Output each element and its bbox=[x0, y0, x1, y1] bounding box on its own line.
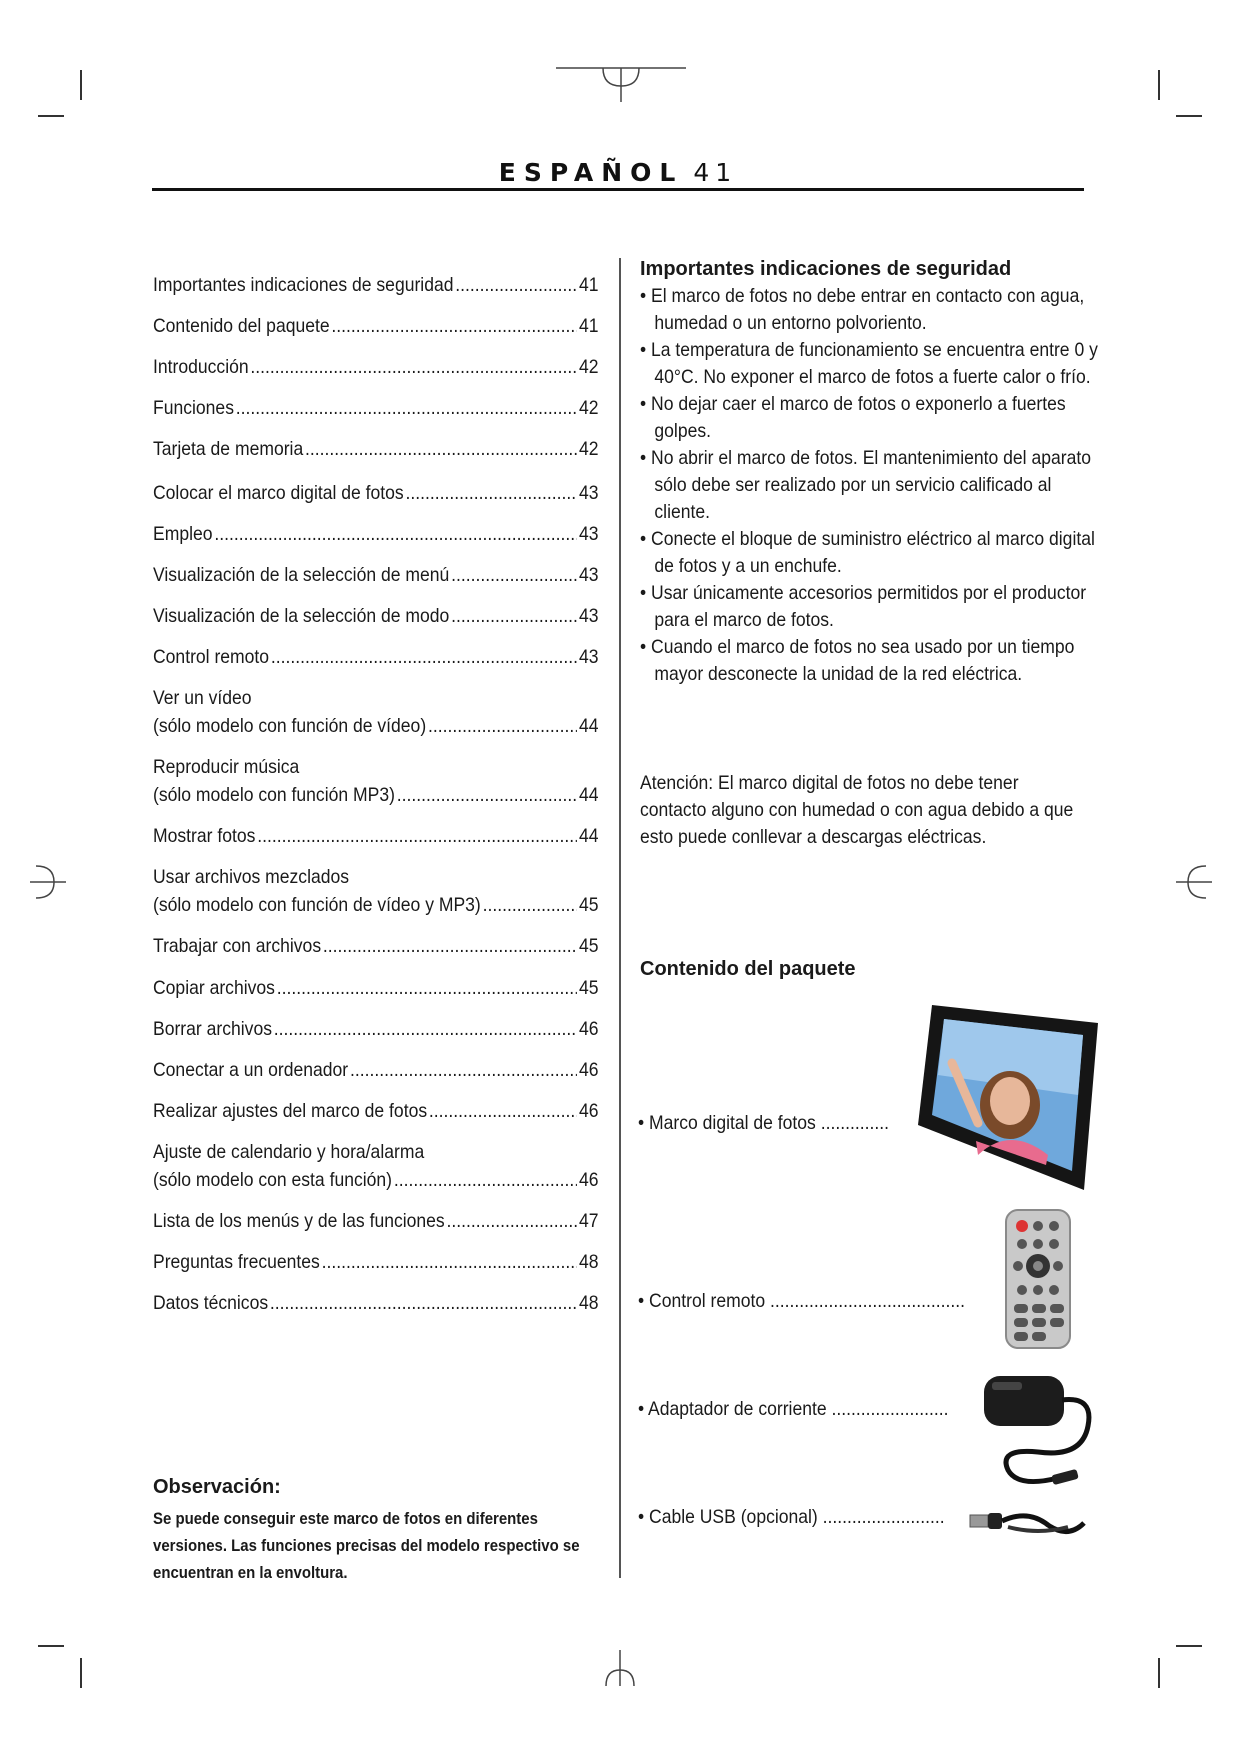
toc-line bbox=[153, 1138, 599, 1166]
attention-note bbox=[640, 770, 1090, 851]
toc-label: Borrar archivos bbox=[153, 1018, 272, 1040]
package-item: • Marco digital de fotos ..... bbox=[638, 1112, 888, 1135]
toc-leader-dots bbox=[429, 1097, 577, 1125]
toc-line bbox=[153, 1248, 599, 1276]
toc-label: Reproducir música bbox=[153, 756, 300, 778]
toc-label: (sólo modelo con función de vídeo y MP3) bbox=[153, 894, 481, 916]
toc-page-number: 41 bbox=[579, 274, 599, 296]
toc-page-number: 44 bbox=[579, 715, 599, 737]
toc-line bbox=[153, 712, 599, 740]
package-item-label: Marco digital de fotos bbox=[649, 1112, 816, 1134]
toc-line bbox=[153, 312, 599, 340]
header-rule bbox=[152, 188, 1084, 191]
toc-entry bbox=[153, 1138, 599, 1194]
toc-leader-dots bbox=[277, 974, 577, 1002]
toc-leader-dots bbox=[271, 643, 577, 671]
toc-entry bbox=[153, 435, 599, 463]
crop-mark bbox=[1158, 1658, 1160, 1688]
toc-page-number: 45 bbox=[579, 894, 599, 916]
toc-page-number: 41 bbox=[579, 315, 599, 337]
crop-mark bbox=[80, 70, 82, 100]
crop-mark bbox=[1176, 1645, 1202, 1647]
toc-line bbox=[153, 1289, 599, 1317]
page-header bbox=[152, 158, 1084, 190]
toc-label: (sólo modelo con esta función) bbox=[153, 1169, 393, 1191]
column-divider bbox=[619, 258, 621, 1578]
toc-label: Lista de los menús y de las funciones bbox=[153, 1210, 445, 1232]
toc-line bbox=[153, 684, 599, 712]
observation-text: Se puede conseguir este marco de fotos en diferentes versiones. Las funciones precisas del modelo respectivo se encuentran en la envoltura. bbox=[153, 1509, 580, 1582]
toc-leader-dots bbox=[331, 312, 577, 340]
toc-leader-dots bbox=[274, 1015, 577, 1043]
toc-entry bbox=[153, 602, 599, 630]
toc-label: Funciones bbox=[153, 397, 234, 419]
toc-page-number: 48 bbox=[579, 1292, 599, 1314]
toc-entry bbox=[153, 643, 599, 671]
registration-mark-bottom bbox=[600, 1650, 640, 1690]
toc-leader-dots bbox=[322, 1248, 578, 1276]
toc-entry bbox=[153, 1289, 599, 1317]
registration-mark-left bbox=[30, 862, 70, 902]
toc-entry bbox=[153, 394, 599, 422]
toc-line bbox=[153, 863, 599, 891]
toc-line bbox=[153, 1166, 599, 1194]
power-adapter-image bbox=[978, 1366, 1098, 1496]
page-number: 41 bbox=[693, 158, 738, 187]
toc-line bbox=[153, 822, 599, 850]
toc-page-number: 42 bbox=[579, 438, 599, 460]
toc-line bbox=[153, 353, 599, 381]
toc-entry bbox=[153, 353, 599, 381]
toc-line bbox=[153, 394, 599, 422]
toc-entry bbox=[153, 753, 599, 809]
toc-leader-dots bbox=[323, 932, 577, 960]
toc-leader-dots bbox=[305, 435, 577, 463]
toc-leader-dots bbox=[451, 561, 577, 589]
toc-line bbox=[153, 974, 599, 1002]
toc-page-number: 46 bbox=[579, 1018, 599, 1040]
toc-line bbox=[153, 1056, 599, 1084]
toc-line bbox=[153, 479, 599, 507]
usb-cable-image bbox=[968, 1505, 1088, 1545]
toc-page-number: 44 bbox=[579, 825, 599, 847]
toc-label: Colocar el marco digital de fotos bbox=[153, 482, 404, 504]
toc-label: Visualización de la selección de menú bbox=[153, 564, 450, 586]
safety-item: • No dejar caer el marco de fotos o exponerlo a fuertes golpes. bbox=[640, 391, 1104, 445]
toc-leader-dots bbox=[483, 891, 578, 919]
toc-page-number: 43 bbox=[579, 523, 599, 545]
registration-mark-right bbox=[1172, 862, 1212, 902]
remote-control-image bbox=[1004, 1208, 1072, 1350]
toc-entry bbox=[153, 974, 599, 1002]
toc-line bbox=[153, 435, 599, 463]
toc-page-number: 43 bbox=[579, 605, 599, 627]
toc-label: Empleo bbox=[153, 523, 213, 545]
toc-page-number: 43 bbox=[579, 646, 599, 668]
toc-line bbox=[153, 891, 599, 919]
toc-line bbox=[153, 1015, 599, 1043]
toc-entry bbox=[153, 1248, 599, 1276]
toc-leader-dots bbox=[214, 520, 577, 548]
toc-leader-dots bbox=[394, 1166, 577, 1194]
crop-mark bbox=[80, 1658, 82, 1688]
safety-title: Importantes indicaciones de seguridad bbox=[640, 258, 1012, 280]
toc-entry bbox=[153, 1097, 599, 1125]
toc-line bbox=[153, 1207, 599, 1235]
toc-leader-dots bbox=[397, 781, 577, 809]
toc-entry bbox=[153, 520, 599, 548]
toc-label: Realizar ajustes del marco de fotos bbox=[153, 1100, 428, 1122]
toc-leader-dots bbox=[446, 1207, 577, 1235]
toc-leader-dots bbox=[350, 1056, 577, 1084]
toc-label: Conectar a un ordenador bbox=[153, 1059, 349, 1081]
toc-label: (sólo modelo con función de vídeo) bbox=[153, 715, 427, 737]
toc-page-number: 46 bbox=[579, 1100, 599, 1122]
toc-page-number: 42 bbox=[579, 397, 599, 419]
toc-page-number: 43 bbox=[579, 564, 599, 586]
package-item: • Control remoto ..... bbox=[638, 1290, 963, 1313]
crop-mark bbox=[1176, 115, 1202, 117]
toc-page-number: 44 bbox=[579, 784, 599, 806]
toc-label: Usar archivos mezclados bbox=[153, 866, 350, 888]
toc-label: (sólo modelo con función MP3) bbox=[153, 784, 395, 806]
toc-entry bbox=[153, 271, 599, 299]
package-item: • Adaptador de corriente ..... bbox=[638, 1398, 948, 1421]
toc-label: Ajuste de calendario y hora/alarma bbox=[153, 1141, 425, 1163]
crop-mark bbox=[1158, 70, 1160, 100]
table-of-contents bbox=[153, 258, 599, 1317]
toc-page-number: 47 bbox=[579, 1210, 599, 1232]
package-item-label: Cable USB (opcional) bbox=[649, 1506, 818, 1528]
toc-line bbox=[153, 271, 599, 299]
toc-leader-dots bbox=[406, 479, 578, 507]
toc-line bbox=[153, 753, 599, 781]
package-item-label: Control remoto bbox=[649, 1290, 766, 1312]
crop-mark bbox=[38, 1645, 64, 1647]
toc-leader-dots bbox=[428, 712, 577, 740]
toc-leader-dots bbox=[257, 822, 577, 850]
toc-label: Contenido del paquete bbox=[153, 315, 330, 337]
toc-page-number: 45 bbox=[579, 935, 599, 957]
photo-frame-image bbox=[918, 1005, 1098, 1190]
toc-entry bbox=[153, 863, 599, 919]
toc-line bbox=[153, 1097, 599, 1125]
toc-label: Ver un vídeo bbox=[153, 687, 252, 709]
toc-label: Trabajar con archivos bbox=[153, 935, 322, 957]
attention-text: Atención: El marco digital de fotos no debe tener contacto alguno con humedad o con agua debido a que esto puede conllevar a descargas eléctricas. bbox=[640, 772, 1074, 848]
toc-entry bbox=[153, 1015, 599, 1043]
toc-page-number: 45 bbox=[579, 977, 599, 999]
package-title: Contenido del paquete bbox=[640, 958, 856, 980]
safety-item: • La temperatura de funcionamiento se encuentra entre 0 y 40°C. No exponer el marco de fotos a fuerte calor o frío. bbox=[640, 337, 1104, 391]
safety-item: • Conecte el bloque de suministro eléctrico al marco digital de fotos y a un enchufe. bbox=[640, 526, 1104, 580]
toc-label: Datos técnicos bbox=[153, 1292, 269, 1314]
toc-entry bbox=[153, 1207, 599, 1235]
toc-line bbox=[153, 561, 599, 589]
toc-entry bbox=[153, 684, 599, 740]
page-title: ESPAÑOL bbox=[498, 158, 684, 187]
toc-label: Preguntas frecuentes bbox=[153, 1251, 320, 1273]
toc-label: Tarjeta de memoria bbox=[153, 438, 304, 460]
safety-item: • El marco de fotos no debe entrar en contacto con agua, humedad o un entorno polvoriento. bbox=[640, 283, 1104, 337]
toc-entry bbox=[153, 312, 599, 340]
crop-mark bbox=[38, 115, 64, 117]
safety-item: • No abrir el marco de fotos. El mantenimiento del aparato sólo debe ser realizado por un servicio calificado al cliente. bbox=[640, 445, 1104, 526]
package-item-label: Adaptador de corriente bbox=[648, 1398, 827, 1420]
toc-entry bbox=[153, 479, 599, 507]
toc-line bbox=[153, 781, 599, 809]
toc-page-number: 46 bbox=[579, 1169, 599, 1191]
toc-page-number: 48 bbox=[579, 1251, 599, 1273]
toc-page-number: 46 bbox=[579, 1059, 599, 1081]
toc-line bbox=[153, 520, 599, 548]
toc-entry bbox=[153, 1056, 599, 1084]
toc-leader-dots bbox=[250, 353, 577, 381]
observation-title: Observación: bbox=[153, 1476, 281, 1498]
observation-note bbox=[153, 1476, 593, 1586]
toc-label: Importantes indicaciones de seguridad bbox=[153, 274, 454, 296]
safety-item: • Cuando el marco de fotos no sea usado por un tiempo mayor desconecte la unidad de la red eléctrica. bbox=[640, 634, 1104, 688]
safety-section bbox=[640, 258, 1098, 688]
toc-page-number: 42 bbox=[579, 356, 599, 378]
toc-leader-dots bbox=[451, 602, 577, 630]
safety-item: • Usar únicamente accesorios permitidos por el productor para el marco de fotos. bbox=[640, 580, 1104, 634]
toc-page-number: 43 bbox=[579, 482, 599, 504]
toc-leader-dots bbox=[455, 271, 577, 299]
toc-entry bbox=[153, 822, 599, 850]
toc-entry bbox=[153, 561, 599, 589]
toc-label: Visualización de la selección de modo bbox=[153, 605, 450, 627]
package-item: • Cable USB (opcional) ..... bbox=[638, 1506, 944, 1529]
toc-entry bbox=[153, 932, 599, 960]
toc-line bbox=[153, 602, 599, 630]
toc-label: Mostrar fotos bbox=[153, 825, 256, 847]
toc-label: Introducción bbox=[153, 356, 249, 378]
toc-label: Copiar archivos bbox=[153, 977, 275, 999]
toc-label: Control remoto bbox=[153, 646, 270, 668]
registration-mark-top bbox=[556, 62, 686, 102]
toc-leader-dots bbox=[270, 1289, 577, 1317]
toc-leader-dots bbox=[236, 394, 577, 422]
toc-line bbox=[153, 643, 599, 671]
toc-line bbox=[153, 932, 599, 960]
